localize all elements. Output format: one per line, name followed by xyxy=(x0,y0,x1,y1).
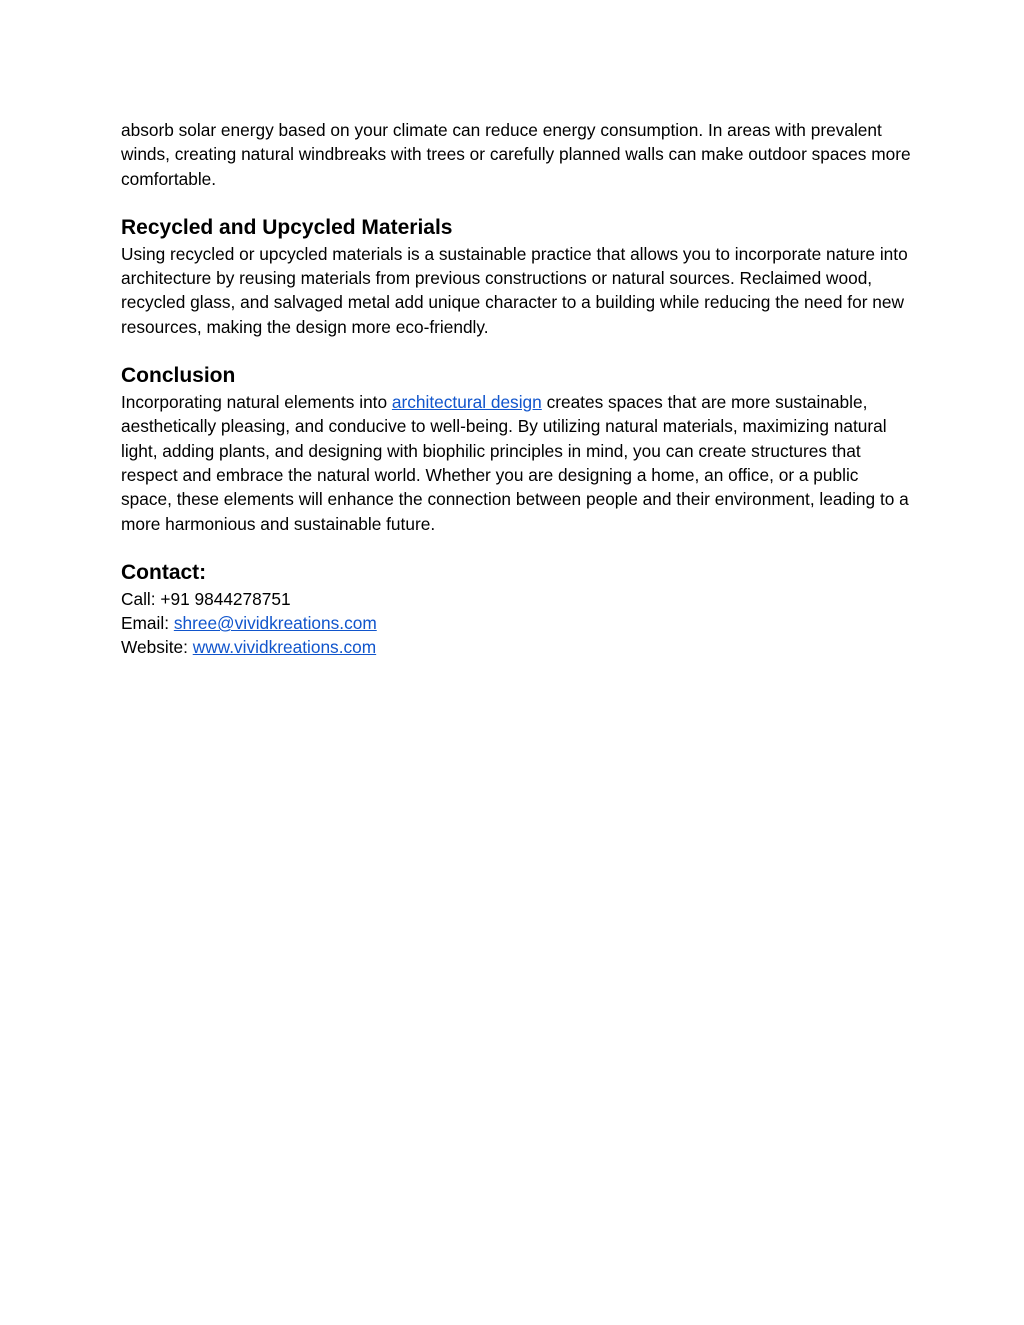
email-link[interactable]: shree@vividkreations.com xyxy=(173,613,377,634)
contact-section xyxy=(121,561,911,660)
document-page xyxy=(121,118,911,660)
email-label: Email: xyxy=(121,613,174,634)
conclusion-heading: Conclusion xyxy=(121,364,236,388)
recycled-heading: Recycled and Upcycled Materials xyxy=(121,215,453,239)
conclusion-text-before-link: Incorporating natural elements into xyxy=(121,392,392,413)
architectural-design-link[interactable]: architectural design xyxy=(391,392,542,413)
website-label: Website: xyxy=(121,637,193,658)
contact-heading: Contact: xyxy=(121,560,207,584)
call-label: Call: xyxy=(121,588,161,609)
contact-website-line xyxy=(121,635,911,659)
conclusion-section xyxy=(121,364,911,536)
call-value: +91 9844278751 xyxy=(160,588,291,609)
recycled-paragraph: Using recycled or upcycled materials is a sustainable practice that allows you to incorporate nature into architecture by reusing materials from previous constructions or natural sources. Reclaimed wood, recycled glass, and salvaged metal add unique character to a building while reducing the need for new resources, making the design more eco-friendly. xyxy=(121,243,908,337)
conclusion-paragraph xyxy=(121,390,911,536)
website-link[interactable]: www.vividkreations.com xyxy=(192,637,377,658)
recycled-section xyxy=(121,216,911,339)
contact-call-line xyxy=(121,587,911,611)
intro-paragraph: absorb solar energy based on your climate can reduce energy consumption. In areas with prevalent winds, creating natural windbreaks with trees or carefully planned walls can make outdoor spaces more comfortable. xyxy=(121,120,911,189)
conclusion-text-after-link: creates spaces that are more sustainable, aesthetically pleasing, and conducive to well-being. By utilizing natural materials, maximizing natural light, adding plants, and designing with biophilic principles in mind, you can create structures that respect and embrace the natural world. Whether you are designing a home, an office, or a public space, these elements will enhance the connection between people and their environment, leading to a more harmonious and sustainable future. xyxy=(121,392,909,534)
contact-email-line xyxy=(121,611,911,635)
